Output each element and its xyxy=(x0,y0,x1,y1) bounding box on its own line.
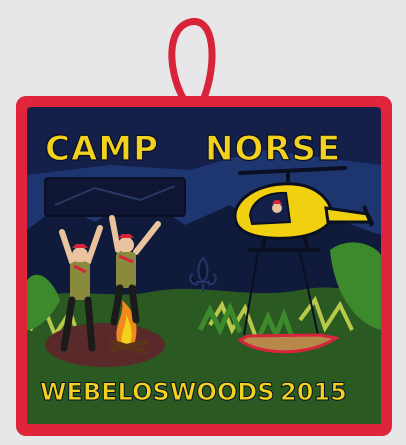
camp-sign xyxy=(45,178,185,216)
hanging-loop xyxy=(172,21,212,98)
patch-footer-word-1: WEBELOS xyxy=(40,378,170,406)
patch-footer-word-2: WOODS xyxy=(170,378,275,406)
patch-title-left: CAMP xyxy=(45,129,160,169)
patch-footer-year: 2015 xyxy=(280,378,347,406)
patch-title-right: NORSE xyxy=(205,129,342,169)
